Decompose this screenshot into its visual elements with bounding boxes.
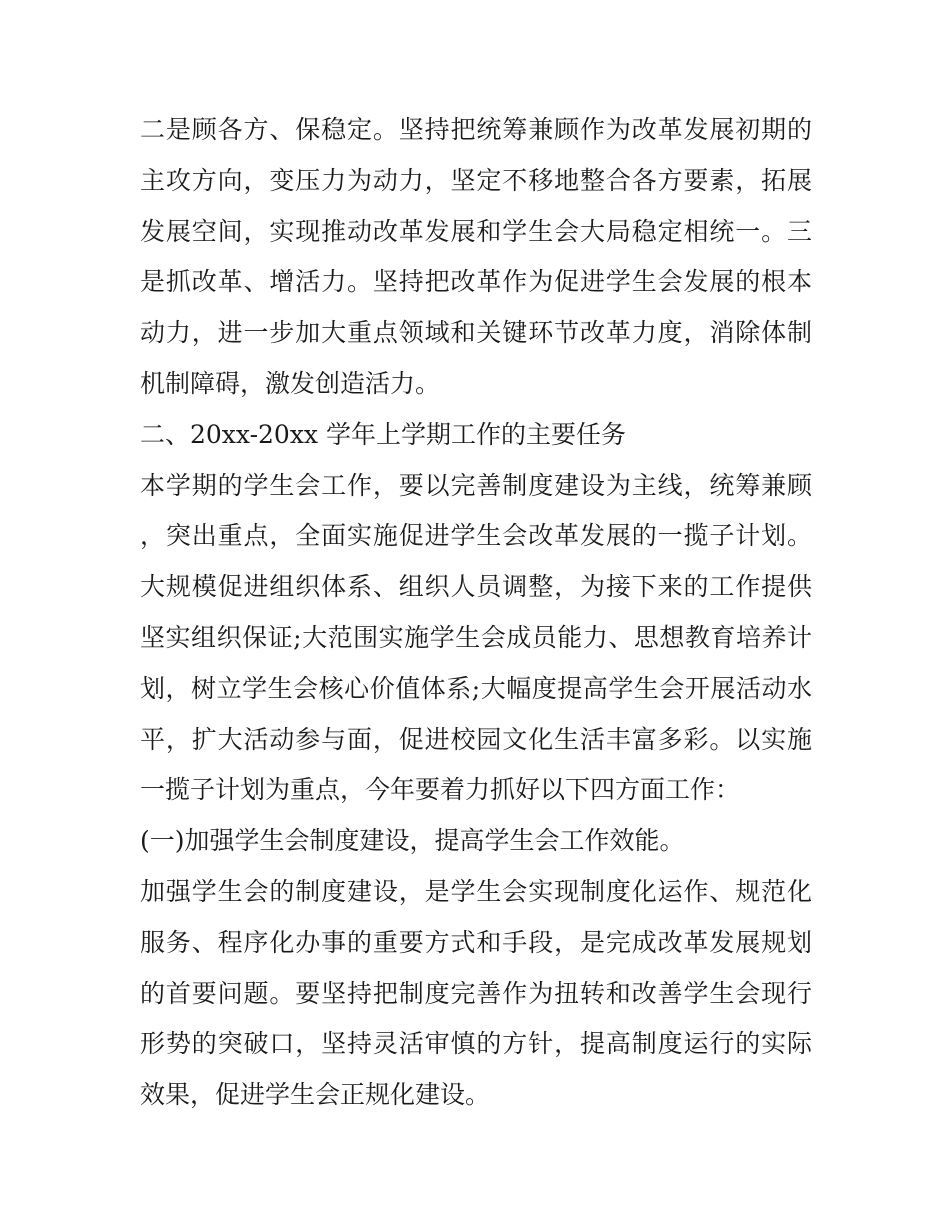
paragraph-system-building: 加强学生会的制度建设，是学生会实现制度化运作、规范化服务、程序化办事的重要方式和手段，是完成改革发展规划的首要问题。要坚持把制度完善作为扭转和改善学生会现行形势的突破口，坚持灵活审慎的方针，提高制度运行的实际效果，促进学生会正规化建设。	[140, 876, 812, 1110]
document-body	[140, 105, 812, 1121]
subheading-system-building: (一)加强学生会制度建设，提高学生会工作效能。	[140, 826, 685, 856]
paragraph-principles: 二是顾各方、保稳定。坚持把统筹兼顾作为改革发展初期的主攻方向，变压力为动力，坚定不移地整合各方要素，拓展发展空间，实现推动改革发展和学生会大局稳定相统一。三是抓改革、增活力。坚持把改革作为促进学生会发展的根本动力，进一步加大重点领域和关键环节改革力度，消除体制机制障碍，激发创造活力。	[140, 115, 812, 398]
paragraph-semester-work: 本学期的学生会工作，要以完善制度建设为主线，统筹兼顾，突出重点，全面实施促进学生会改革发展的一揽子计划。大规模促进组织体系、组织人员调整，为接下来的工作提供坚实组织保证;大范围实施学生会成员能力、思想教育培养计划，树立学生会核心价值体系;大幅度提高学生会开展活动水平，扩大活动参与面，促进校园文化生活丰富多彩。以实施一揽子计划为重点，今年要着力抓好以下四方面工作：	[140, 470, 812, 805]
section-heading-main-tasks: 二、20xx-20xx 学年上学期工作的主要任务	[140, 419, 626, 449]
